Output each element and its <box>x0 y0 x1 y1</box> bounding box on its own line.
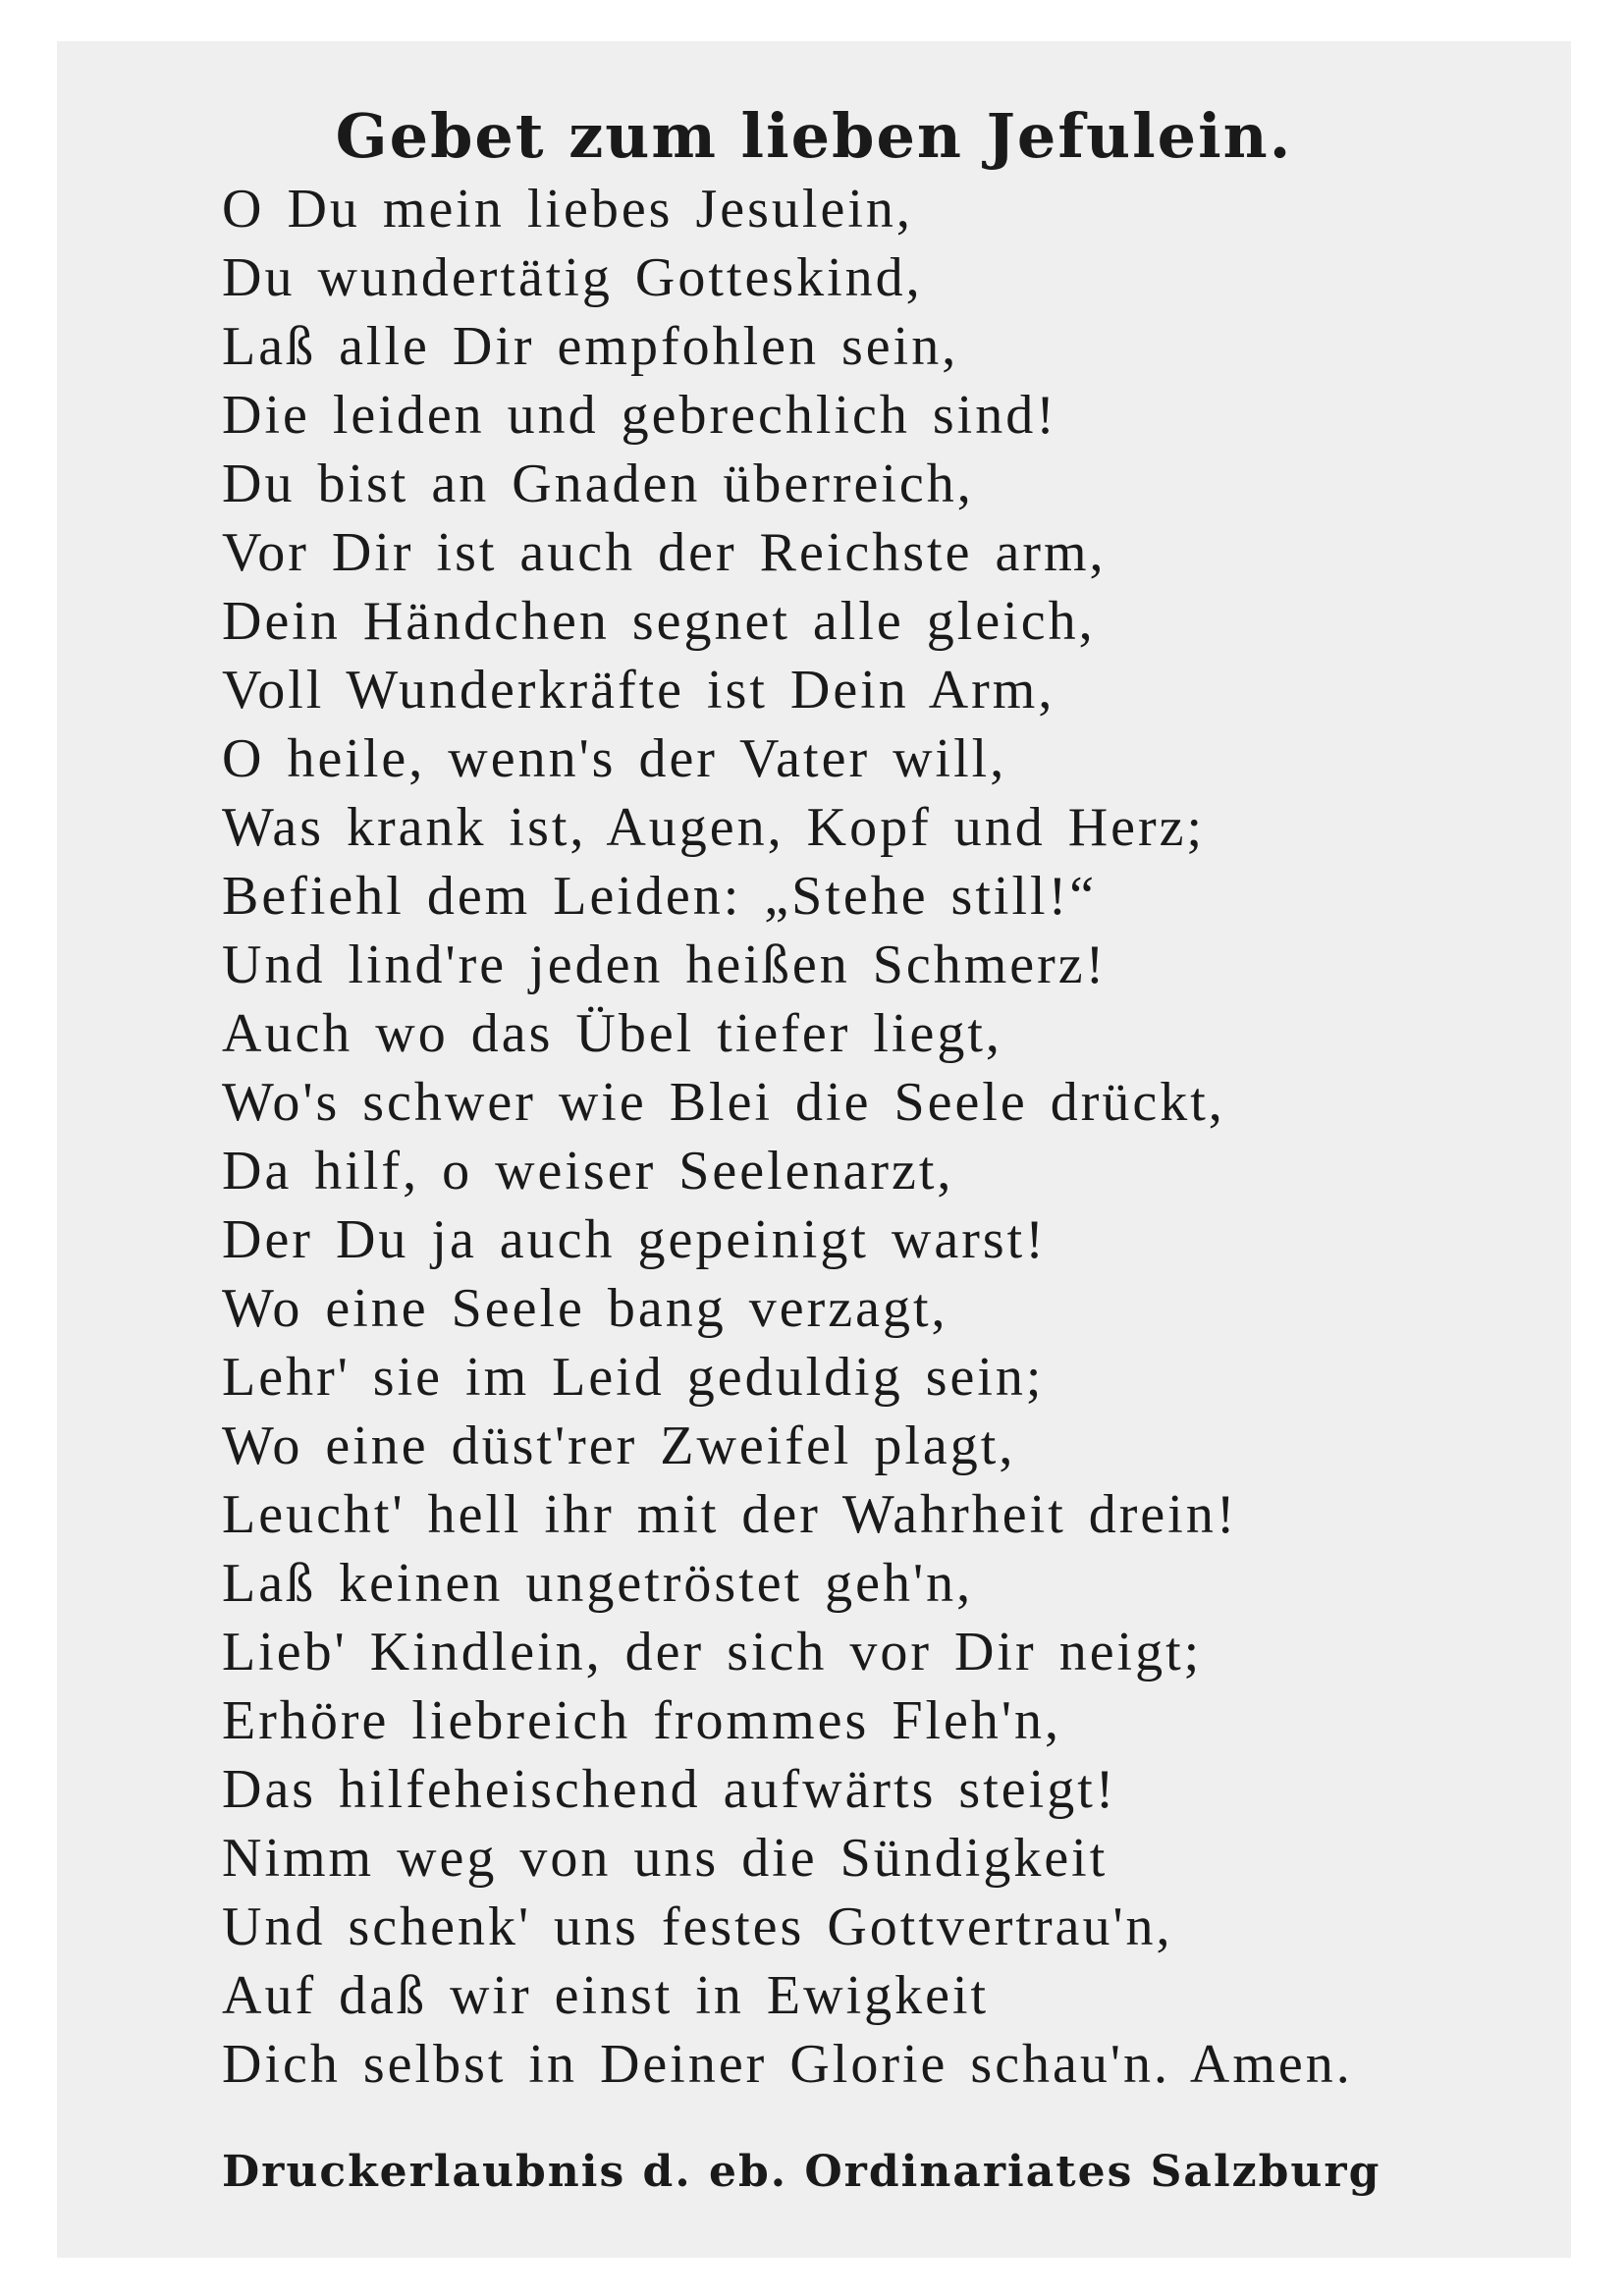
prayer-line: Vor Dir ist auch der Reichste arm, <box>222 522 1107 583</box>
prayer-line: Nimm weg von uns die Sündigkeit <box>222 1828 1109 1889</box>
prayer-line: Und schenk' uns festes Gottvertrau'n, <box>222 1896 1173 1957</box>
prayer-line: Wo's schwer wie Blei die Seele drückt, <box>222 1072 1225 1133</box>
prayer-line: Dich selbst in Deiner Glorie schau'n. Amen. <box>222 2034 1353 2095</box>
prayer-line: Auch wo das Übel tiefer liegt, <box>222 1003 1002 1064</box>
prayer-line: Wo eine Seele bang verzagt, <box>222 1278 948 1339</box>
prayer-card <box>57 41 1571 2258</box>
prayer-line: Erhöre liebreich frommes Fleh'n, <box>222 1690 1061 1751</box>
prayer-line: O Du mein liebes Jesulein, <box>222 179 913 240</box>
prayer-line: Befiehl dem Leiden: „Stehe still!“ <box>222 866 1098 927</box>
prayer-line: Du wundertätig Gotteskind, <box>222 247 923 308</box>
prayer-line: Auf daß wir einst in Ewigkeit <box>222 1965 990 2026</box>
prayer-line: Wo eine düst'rer Zweifel plagt, <box>222 1415 1016 1476</box>
prayer-line: Die leiden und gebrechlich sind! <box>222 385 1057 446</box>
prayer-text <box>222 175 1353 2099</box>
prayer-line: Du bist an Gnaden überreich, <box>222 454 974 514</box>
prayer-line: Der Du ja auch gepeinigt warst! <box>222 1209 1047 1270</box>
prayer-line: Leucht' hell ihr mit der Wahrheit drein! <box>222 1484 1238 1545</box>
prayer-line: Lehr' sie im Leid geduldig sein; <box>222 1347 1045 1408</box>
prayer-line: Da hilf, o weiser Seelenarzt, <box>222 1141 954 1201</box>
prayer-line: Lieb' Kindlein, der sich vor Dir neigt; <box>222 1622 1203 1682</box>
prayer-line: Laß alle Dir empfohlen sein, <box>222 316 959 377</box>
prayer-line: Was krank ist, Augen, Kopf und Herz; <box>222 797 1206 858</box>
prayer-title: Gebet zum lieben Jefulein. <box>335 100 1293 172</box>
prayer-line: Voll Wunderkräfte ist Dein Arm, <box>222 660 1056 721</box>
prayer-line: Das hilfeheischend aufwärts steigt! <box>222 1759 1117 1820</box>
prayer-line: O heile, wenn's der Vater will, <box>222 728 1007 789</box>
prayer-line: Und lind're jeden heißen Schmerz! <box>222 934 1108 995</box>
prayer-line: Dein Händchen segnet alle gleich, <box>222 591 1096 652</box>
prayer-line: Laß keinen ungetröstet geh'n, <box>222 1553 974 1614</box>
imprimatur-note: Druckerlaubnis d. eb. Ordinariates Salzburg <box>222 2147 1381 2197</box>
